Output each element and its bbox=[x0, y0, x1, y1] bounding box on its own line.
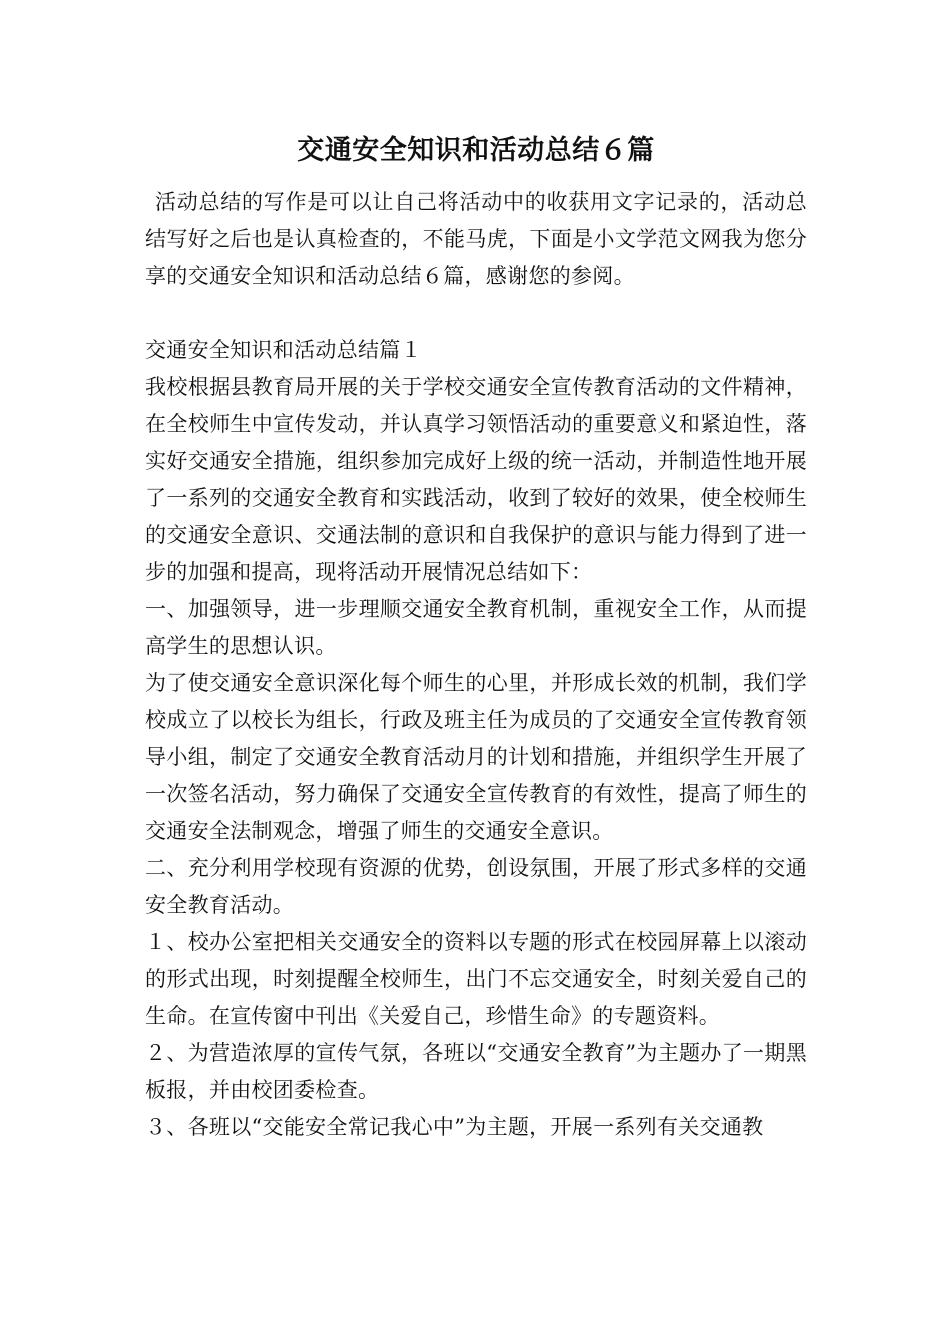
body-paragraph: 一、加强领导，进一步理顺交通安全教育机制，重视安全工作，从而提高学生的思想认识。 bbox=[145, 597, 807, 658]
document-title: 交通安全知识和活动总结６篇 bbox=[297, 135, 655, 166]
body-paragraph: １、校办公室把相关交通安全的资料以专题的形式在校园屏幕上以滚动的形式出现，时刻提醒全校师生，出门不忘交通安全，时刻关爱自己的生命。在宣传窗中刊出《关爱自己，珍惜生命》的专题资料。 bbox=[145, 930, 807, 1028]
document-page bbox=[145, 128, 807, 1146]
body-paragraph: 我校根据县教育局开展的关于学校交通安全宣传教育活动的文件精神，在全校师生中宣传发动，并认真学习领悟活动的重要意义和紧迫性，落实好交通安全措施，组织参加完成好上级的统一活动，并制造性地开展了一系列的交通安全教育和实践活动，收到了较好的效果，使全校师生的交通安全意识、交通法制的意识和自我保护的意识与能力得到了进一步的加强和提高，现将活动开展情况总结如下： bbox=[145, 375, 807, 584]
paragraph-spacer bbox=[145, 295, 807, 332]
body-paragraph: ３、各班以“交能安全常记我心中”为主题，开展一系列有关交通教 bbox=[145, 1115, 764, 1139]
section-heading: 交通安全知识和活动总结篇１ bbox=[145, 338, 422, 362]
intro-paragraph: 活动总结的写作是可以让自己将活动中的收获用文字记录的，活动总结写好之后也是认真检查的，不能马虎，下面是小文学范文网我为您分享的交通安全知识和活动总结６篇，感谢您的参阅。 bbox=[145, 190, 807, 288]
body-paragraph: ２、为营造浓厚的宣传气氛，各班以“交通安全教育”为主题办了一期黑板报，并由校团委检查。 bbox=[145, 1041, 807, 1102]
body-paragraph: 二、充分利用学校现有资源的优势，创设氛围，开展了形式多样的交通安全教育活动。 bbox=[145, 856, 807, 917]
body-paragraph: 为了使交通安全意识深化每个师生的心里，并形成长效的机制，我们学校成立了以校长为组长，行政及班主任为成员的了交通安全宣传教育领导小组，制定了交通安全教育活动月的计划和措施，并组织学生开展了一次签名活动，努力确保了交通安全宣传教育的有效性，提高了师生的交通安全法制观念，增强了师生的交通安全意识。 bbox=[145, 671, 807, 843]
